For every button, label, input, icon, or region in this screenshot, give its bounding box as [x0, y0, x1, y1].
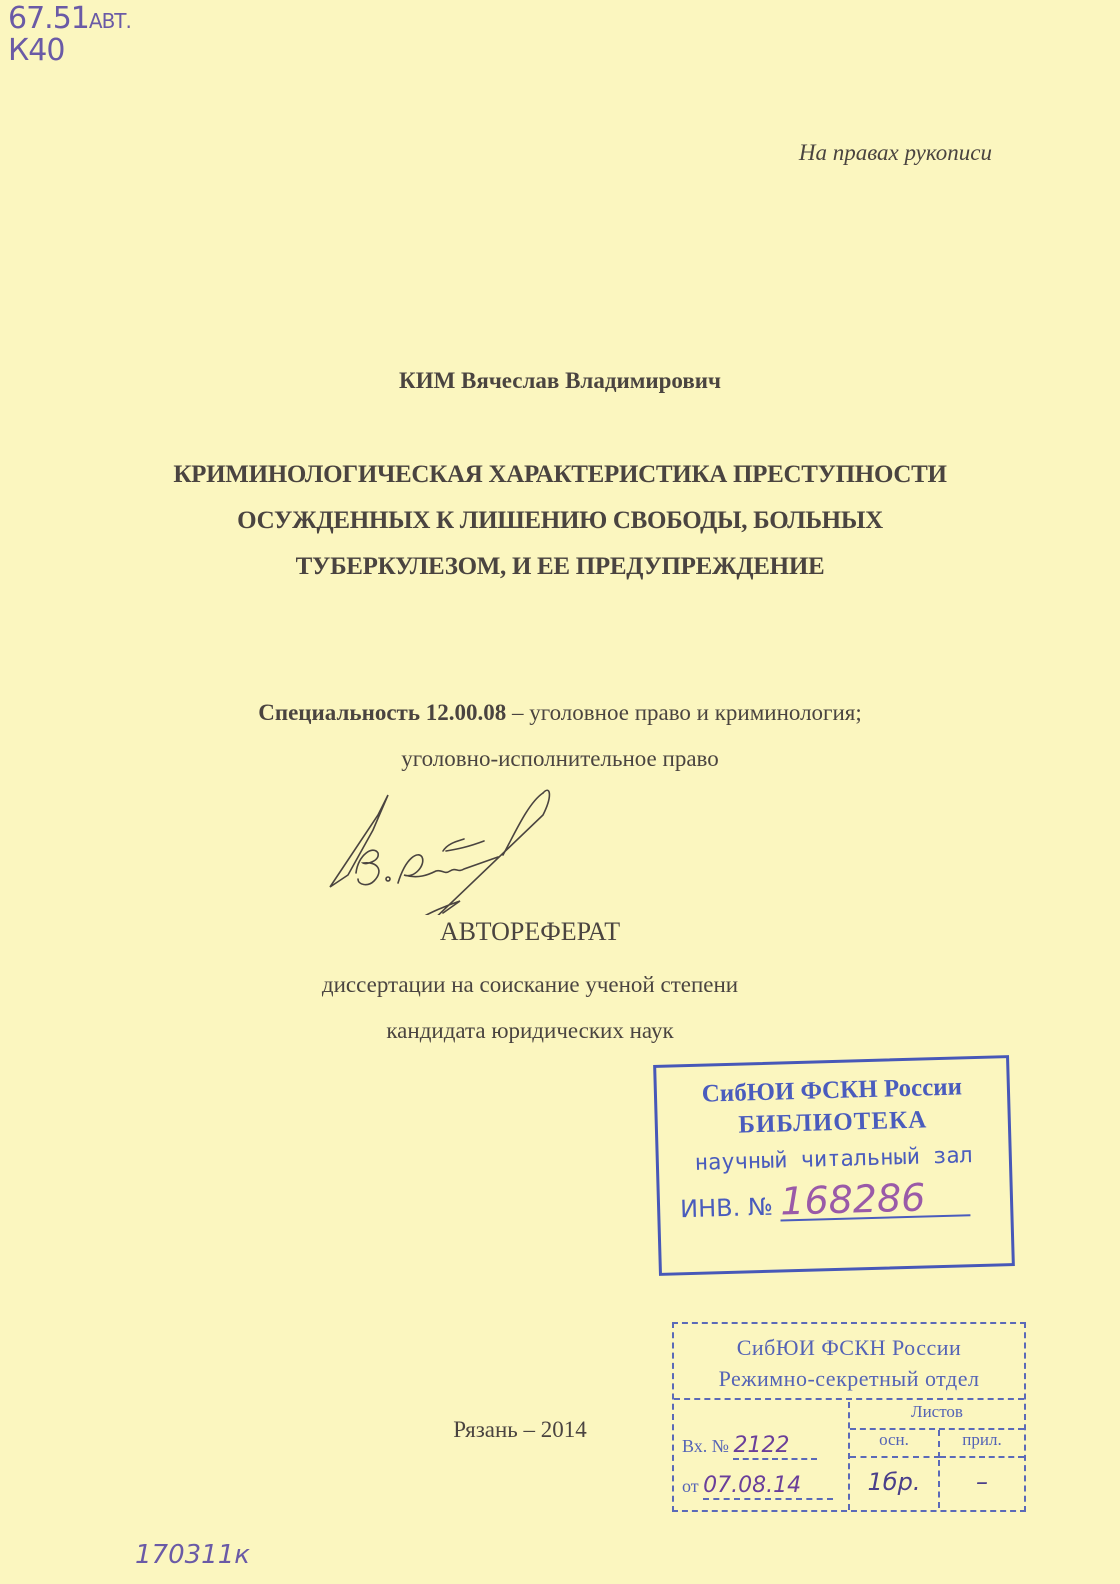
- incoming-row: [682, 1434, 817, 1460]
- document-title: [60, 452, 1060, 590]
- library-stamp-title: БИБЛИОТЕКА: [737, 1106, 928, 1139]
- library-stamp-org: СибЮИ ФСКН России: [701, 1073, 963, 1108]
- incoming-label: Вх. №: [682, 1436, 729, 1456]
- title-line: КРИМИНОЛОГИЧЕСКАЯ ХАРАКТЕРИСТИКА ПРЕСТУПНОСТИ: [173, 461, 947, 488]
- appendix-sheets-value: –: [976, 1468, 988, 1496]
- registry-stamp-header: [674, 1324, 1024, 1400]
- call-number-handwritten: [8, 1, 131, 68]
- library-stamp: [653, 1055, 1015, 1276]
- appendix-sheets-label: прил.: [940, 1430, 1024, 1458]
- date-row: [682, 1474, 833, 1500]
- author-name: КИМ Вячеслав Владимирович: [399, 368, 721, 393]
- specialty: [0, 690, 1120, 782]
- degree-statement: [0, 962, 1060, 1054]
- library-stamp-inventory: [680, 1177, 1011, 1224]
- document-type: АВТОРЕФЕРАТ: [439, 917, 621, 946]
- specialty-line2: уголовно-исполнительное право: [401, 746, 719, 771]
- registry-stamp: [672, 1322, 1026, 1512]
- sheets-header: Листов: [850, 1402, 1024, 1430]
- author-signature: [318, 775, 568, 915]
- inventory-number: 168286: [780, 1178, 971, 1221]
- date-value: 07.08.14: [703, 1474, 833, 1500]
- inventory-handwritten: 170311к: [135, 1540, 250, 1570]
- registry-stamp-right: [850, 1402, 1024, 1510]
- specialty-rest: – уголовное право и криминология;: [506, 700, 862, 725]
- main-sheets-value: 1бр.: [850, 1460, 940, 1508]
- title-line: ОСУЖДЕННЫХ К ЛИШЕНИЮ СВОБОДЫ, БОЛЬНЫХ: [237, 507, 883, 534]
- degree-line: кандидата юридических наук: [386, 1018, 674, 1043]
- call-number-line1: 67.51: [8, 1, 89, 36]
- library-stamp-hall: научный читальный зал: [694, 1143, 974, 1176]
- inventory-label: ИНВ. №: [679, 1192, 774, 1224]
- registry-stamp-dept: Режимно-секретный отдел: [718, 1366, 980, 1391]
- registry-stamp-left: [674, 1402, 850, 1510]
- incoming-number: 2122: [733, 1434, 817, 1460]
- degree-line: диссертации на соискание ученой степени: [321, 972, 739, 997]
- main-sheets-label: осн.: [850, 1430, 940, 1458]
- registry-stamp-org: СибЮИ ФСКН России: [736, 1335, 962, 1360]
- city-year: Рязань – 2014: [453, 1417, 587, 1442]
- specialty-label: Специальность 12.00.08: [258, 700, 507, 725]
- title-line: ТУБЕРКУЛЕЗОМ, И ЕЕ ПРЕДУПРЕЖДЕНИЕ: [295, 553, 825, 580]
- date-label: от: [682, 1476, 699, 1496]
- rights-note: На правах рукописи: [798, 140, 992, 165]
- registry-stamp-grid: [674, 1402, 1024, 1510]
- call-number-suffix: АВТ.: [88, 9, 131, 33]
- call-number-line2: К40: [8, 33, 65, 68]
